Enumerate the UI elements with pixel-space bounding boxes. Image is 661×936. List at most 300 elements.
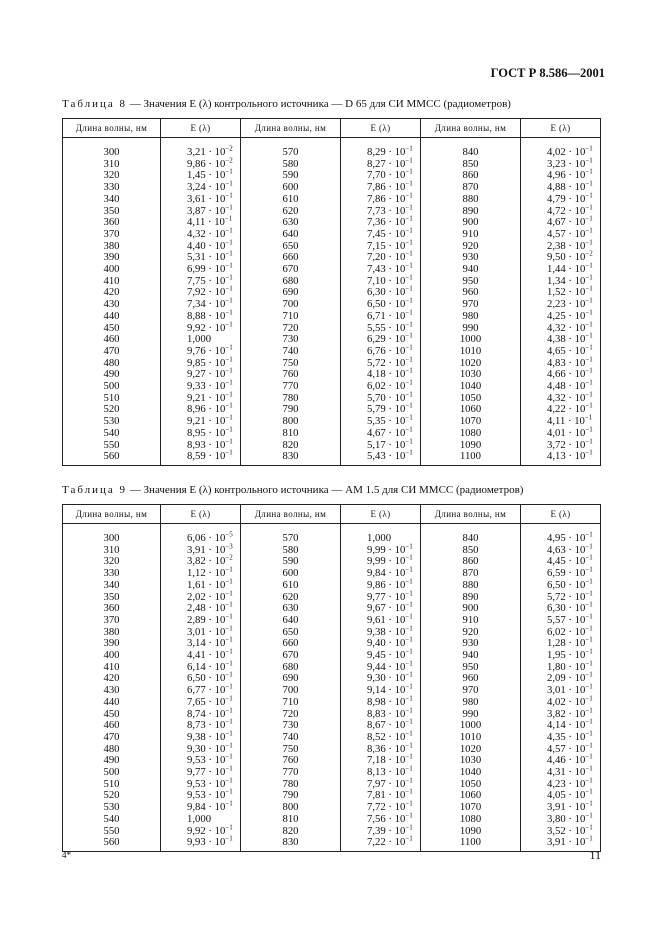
value-cell: $8,29 \cdot 10^{-1}$	[341, 138, 421, 159]
value-cell: $5,55 \cdot 10^{-1}$	[341, 323, 421, 335]
value-cell: $4,67 \cdot 10^{-1}$	[521, 217, 601, 229]
value-cell: $4,11 \cdot 10^{-1}$	[521, 416, 601, 428]
value-cell: $7,73 \cdot 10^{-1}$	[341, 206, 421, 218]
column-header: Длина волны, нм	[241, 119, 341, 138]
table-row	[63, 814, 601, 826]
wavelength-cell: 480	[63, 744, 161, 756]
wavelength-cell: 400	[63, 264, 161, 276]
table-row	[63, 393, 601, 405]
wavelength-cell: 330	[63, 568, 161, 580]
value-cell: $4,63 \cdot 10^{-1}$	[521, 545, 601, 557]
value-cell: $8,52 \cdot 10^{-1}$	[341, 732, 421, 744]
wavelength-cell: 940	[421, 650, 521, 662]
table8-header-row	[63, 119, 601, 138]
wavelength-cell: 670	[241, 264, 341, 276]
wavelength-cell: 390	[63, 638, 161, 650]
value-cell: $4,38 \cdot 10^{-1}$	[521, 334, 601, 346]
value-cell: $1,12 \cdot 10^{-1}$	[161, 568, 241, 580]
wavelength-cell: 600	[241, 182, 341, 194]
value-cell: $4,67 \cdot 10^{-1}$	[341, 428, 421, 440]
value-cell: $4,32 \cdot 10^{-1}$	[521, 323, 601, 335]
value-cell: $2,38 \cdot 10^{-1}$	[521, 241, 601, 253]
value-cell: $9,40 \cdot 10^{-1}$	[341, 638, 421, 650]
value-cell: $6,50 \cdot 10^{-1}$	[161, 673, 241, 685]
value-cell: $4,88 \cdot 10^{-1}$	[521, 182, 601, 194]
table-row	[63, 545, 601, 557]
wavelength-cell: 440	[63, 697, 161, 709]
wavelength-cell: 630	[241, 217, 341, 229]
value-cell: $7,56 \cdot 10^{-1}$	[341, 814, 421, 826]
wavelength-cell: 540	[63, 428, 161, 440]
wavelength-cell: 1080	[421, 428, 521, 440]
value-cell: $9,67 \cdot 10^{-1}$	[341, 603, 421, 615]
wavelength-cell: 740	[241, 732, 341, 744]
value-cell: $3,21 \cdot 10^{-2}$	[161, 138, 241, 159]
value-cell: $4,11 \cdot 10^{-1}$	[161, 217, 241, 229]
wavelength-cell: 870	[421, 568, 521, 580]
wavelength-cell: 650	[241, 627, 341, 639]
table-row	[63, 264, 601, 276]
value-cell: $4,48 \cdot 10^{-1}$	[521, 381, 601, 393]
table8-title: — Значения E (λ) контрольного источника — D 65 для СИ ММСС (радиометров)	[129, 98, 511, 110]
value-cell: $8,67 \cdot 10^{-1}$	[341, 720, 421, 732]
wavelength-cell: 880	[421, 580, 521, 592]
wavelength-cell: 1090	[421, 826, 521, 838]
wavelength-cell: 420	[63, 673, 161, 685]
wavelength-cell: 370	[63, 229, 161, 241]
wavelength-cell: 850	[421, 159, 521, 171]
value-cell: $8,59 \cdot 10^{-1}$	[161, 451, 241, 465]
wavelength-cell: 740	[241, 346, 341, 358]
value-cell: 1,000	[161, 814, 241, 826]
wavelength-cell: 430	[63, 299, 161, 311]
value-cell: $6,77 \cdot 10^{-1}$	[161, 685, 241, 697]
table9-label: Таблица 9	[62, 484, 128, 496]
value-cell: $9,50 \cdot 10^{-2}$	[521, 252, 601, 264]
value-cell: $9,99 \cdot 10^{-1}$	[341, 556, 421, 568]
table-row	[63, 287, 601, 299]
wavelength-cell: 820	[241, 440, 341, 452]
value-cell: $3,80 \cdot 10^{-1}$	[521, 814, 601, 826]
wavelength-cell: 1060	[421, 790, 521, 802]
value-cell: $5,72 \cdot 10^{-1}$	[521, 592, 601, 604]
wavelength-cell: 860	[421, 556, 521, 568]
wavelength-cell: 1070	[421, 416, 521, 428]
value-cell: $9,53 \cdot 10^{-1}$	[161, 779, 241, 791]
table-row	[63, 697, 601, 709]
value-cell: $3,82 \cdot 10^{-2}$	[161, 556, 241, 568]
wavelength-cell: 1000	[421, 720, 521, 732]
wavelength-cell: 430	[63, 685, 161, 697]
table-row	[63, 369, 601, 381]
wavelength-cell: 770	[241, 381, 341, 393]
wavelength-cell: 830	[241, 451, 341, 465]
table-row	[63, 323, 601, 335]
wavelength-cell: 960	[421, 287, 521, 299]
wavelength-cell: 930	[421, 638, 521, 650]
value-cell: $9,33 \cdot 10^{-1}$	[161, 381, 241, 393]
table-row	[63, 720, 601, 732]
wavelength-cell: 1010	[421, 732, 521, 744]
value-cell: $4,01 \cdot 10^{-1}$	[521, 428, 601, 440]
table9-header-row	[63, 505, 601, 524]
wavelength-cell: 1050	[421, 393, 521, 405]
value-cell: $3,91 \cdot 10^{-1}$	[521, 837, 601, 851]
value-cell: $7,22 \cdot 10^{-1}$	[341, 837, 421, 851]
value-cell: $3,01 \cdot 10^{-1}$	[521, 685, 601, 697]
value-cell: $4,72 \cdot 10^{-1}$	[521, 206, 601, 218]
value-cell: $1,44 \cdot 10^{-1}$	[521, 264, 601, 276]
value-cell: $3,91 \cdot 10^{-3}$	[161, 545, 241, 557]
wavelength-cell: 540	[63, 814, 161, 826]
table8	[62, 118, 601, 466]
wavelength-cell: 1040	[421, 381, 521, 393]
wavelength-cell: 930	[421, 252, 521, 264]
value-cell: $2,09 \cdot 10^{-1}$	[521, 673, 601, 685]
value-cell: $4,22 \cdot 10^{-1}$	[521, 404, 601, 416]
footer-mark: 4*	[62, 850, 71, 860]
value-cell: $7,72 \cdot 10^{-1}$	[341, 802, 421, 814]
table8-caption	[62, 98, 511, 110]
value-cell: $8,96 \cdot 10^{-1}$	[161, 404, 241, 416]
table-row	[63, 755, 601, 767]
table-row	[63, 404, 601, 416]
wavelength-cell: 610	[241, 580, 341, 592]
wavelength-cell: 460	[63, 334, 161, 346]
wavelength-cell: 760	[241, 755, 341, 767]
wavelength-cell: 680	[241, 276, 341, 288]
value-cell: $6,06 \cdot 10^{-5}$	[161, 524, 241, 545]
wavelength-cell: 380	[63, 627, 161, 639]
value-cell: $9,76 \cdot 10^{-1}$	[161, 346, 241, 358]
table-row	[63, 334, 601, 346]
column-header: E (λ)	[161, 119, 241, 138]
table-row	[63, 194, 601, 206]
table-row	[63, 346, 601, 358]
wavelength-cell: 510	[63, 393, 161, 405]
wavelength-cell: 500	[63, 381, 161, 393]
wavelength-cell: 720	[241, 709, 341, 721]
wavelength-cell: 780	[241, 779, 341, 791]
wavelength-cell: 700	[241, 299, 341, 311]
value-cell: $4,96 \cdot 10^{-1}$	[521, 170, 601, 182]
value-cell: $7,86 \cdot 10^{-1}$	[341, 182, 421, 194]
table-row	[63, 837, 601, 851]
wavelength-cell: 840	[421, 524, 521, 545]
table-row	[63, 252, 601, 264]
value-cell: $6,76 \cdot 10^{-1}$	[341, 346, 421, 358]
value-cell: $9,99 \cdot 10^{-1}$	[341, 545, 421, 557]
wavelength-cell: 660	[241, 638, 341, 650]
wavelength-cell: 890	[421, 206, 521, 218]
wavelength-cell: 890	[421, 592, 521, 604]
table-row	[63, 662, 601, 674]
value-cell: $5,70 \cdot 10^{-1}$	[341, 393, 421, 405]
table-row	[63, 744, 601, 756]
value-cell: $3,14 \cdot 10^{-1}$	[161, 638, 241, 650]
value-cell: $4,57 \cdot 10^{-1}$	[521, 229, 601, 241]
table-row	[63, 217, 601, 229]
wavelength-cell: 400	[63, 650, 161, 662]
wavelength-cell: 420	[63, 287, 161, 299]
value-cell: $1,34 \cdot 10^{-1}$	[521, 276, 601, 288]
value-cell: $4,35 \cdot 10^{-1}$	[521, 732, 601, 744]
wavelength-cell: 570	[241, 138, 341, 159]
value-cell: $2,48 \cdot 10^{-1}$	[161, 603, 241, 615]
column-header: Длина волны, нм	[241, 505, 341, 524]
wavelength-cell: 1000	[421, 334, 521, 346]
value-cell: $7,34 \cdot 10^{-1}$	[161, 299, 241, 311]
column-header: Длина волны, нм	[421, 505, 521, 524]
wavelength-cell: 350	[63, 592, 161, 604]
wavelength-cell: 1090	[421, 440, 521, 452]
wavelength-cell: 350	[63, 206, 161, 218]
value-cell: 1,000	[341, 524, 421, 545]
column-header: Длина волны, нм	[63, 119, 161, 138]
value-cell: $9,84 \cdot 10^{-1}$	[161, 802, 241, 814]
wavelength-cell: 460	[63, 720, 161, 732]
table-row	[63, 638, 601, 650]
value-cell: $2,02 \cdot 10^{-1}$	[161, 592, 241, 604]
page-number: 11	[589, 848, 601, 862]
value-cell: $7,81 \cdot 10^{-1}$	[341, 790, 421, 802]
table-row	[63, 802, 601, 814]
table-row	[63, 709, 601, 721]
value-cell: $4,79 \cdot 10^{-1}$	[521, 194, 601, 206]
value-cell: $8,88 \cdot 10^{-1}$	[161, 311, 241, 323]
table-row	[63, 524, 601, 545]
value-cell: $9,86 \cdot 10^{-1}$	[341, 580, 421, 592]
wavelength-cell: 970	[421, 685, 521, 697]
wavelength-cell: 850	[421, 545, 521, 557]
value-cell: $9,21 \cdot 10^{-1}$	[161, 416, 241, 428]
wavelength-cell: 640	[241, 229, 341, 241]
wavelength-cell: 630	[241, 603, 341, 615]
value-cell: $5,17 \cdot 10^{-1}$	[341, 440, 421, 452]
table9	[62, 504, 601, 852]
wavelength-cell: 1100	[421, 451, 521, 465]
value-cell: $6,50 \cdot 10^{-1}$	[521, 580, 601, 592]
table-row	[63, 138, 601, 159]
wavelength-cell: 670	[241, 650, 341, 662]
value-cell: $3,91 \cdot 10^{-1}$	[521, 802, 601, 814]
value-cell: $1,95 \cdot 10^{-1}$	[521, 650, 601, 662]
value-cell: $3,87 \cdot 10^{-1}$	[161, 206, 241, 218]
value-cell: $6,71 \cdot 10^{-1}$	[341, 311, 421, 323]
wavelength-cell: 780	[241, 393, 341, 405]
table-row	[63, 358, 601, 370]
table-row	[63, 229, 601, 241]
wavelength-cell: 650	[241, 241, 341, 253]
table9-caption	[62, 484, 523, 496]
value-cell: $1,80 \cdot 10^{-1}$	[521, 662, 601, 674]
value-cell: $9,77 \cdot 10^{-1}$	[341, 592, 421, 604]
value-cell: $9,14 \cdot 10^{-1}$	[341, 685, 421, 697]
wavelength-cell: 830	[241, 837, 341, 851]
wavelength-cell: 550	[63, 826, 161, 838]
table-row	[63, 826, 601, 838]
wavelength-cell: 480	[63, 358, 161, 370]
column-header: E (λ)	[161, 505, 241, 524]
wavelength-cell: 680	[241, 662, 341, 674]
wavelength-cell: 820	[241, 826, 341, 838]
wavelength-cell: 490	[63, 755, 161, 767]
wavelength-cell: 790	[241, 790, 341, 802]
value-cell: $4,40 \cdot 10^{-1}$	[161, 241, 241, 253]
wavelength-cell: 920	[421, 241, 521, 253]
value-cell: $4,31 \cdot 10^{-1}$	[521, 767, 601, 779]
value-cell: $9,38 \cdot 10^{-1}$	[161, 732, 241, 744]
wavelength-cell: 810	[241, 814, 341, 826]
wavelength-cell: 360	[63, 217, 161, 229]
table-row	[63, 451, 601, 465]
wavelength-cell: 750	[241, 358, 341, 370]
wavelength-cell: 790	[241, 404, 341, 416]
wavelength-cell: 720	[241, 323, 341, 335]
wavelength-cell: 590	[241, 170, 341, 182]
value-cell: $9,21 \cdot 10^{-1}$	[161, 393, 241, 405]
table-row	[63, 603, 601, 615]
wavelength-cell: 580	[241, 159, 341, 171]
value-cell: $4,32 \cdot 10^{-1}$	[521, 393, 601, 405]
wavelength-cell: 860	[421, 170, 521, 182]
wavelength-cell: 730	[241, 720, 341, 732]
wavelength-cell: 1050	[421, 779, 521, 791]
table8-label: Таблица 8	[62, 98, 128, 110]
wavelength-cell: 710	[241, 697, 341, 709]
wavelength-cell: 990	[421, 709, 521, 721]
wavelength-cell: 470	[63, 732, 161, 744]
column-header: Длина волны, нм	[421, 119, 521, 138]
value-cell: $8,27 \cdot 10^{-1}$	[341, 159, 421, 171]
table-row	[63, 416, 601, 428]
value-cell: $9,44 \cdot 10^{-1}$	[341, 662, 421, 674]
wavelength-cell: 410	[63, 662, 161, 674]
table-row	[63, 440, 601, 452]
wavelength-cell: 1060	[421, 404, 521, 416]
value-cell: $4,83 \cdot 10^{-1}$	[521, 358, 601, 370]
table-row	[63, 381, 601, 393]
value-cell: $7,86 \cdot 10^{-1}$	[341, 194, 421, 206]
value-cell: $2,89 \cdot 10^{-1}$	[161, 615, 241, 627]
value-cell: $9,38 \cdot 10^{-1}$	[341, 627, 421, 639]
value-cell: $6,50 \cdot 10^{-1}$	[341, 299, 421, 311]
wavelength-cell: 1070	[421, 802, 521, 814]
wavelength-cell: 880	[421, 194, 521, 206]
value-cell: $5,72 \cdot 10^{-1}$	[341, 358, 421, 370]
wavelength-cell: 910	[421, 615, 521, 627]
value-cell: $7,20 \cdot 10^{-1}$	[341, 252, 421, 264]
wavelength-cell: 560	[63, 837, 161, 851]
value-cell: $2,23 \cdot 10^{-1}$	[521, 299, 601, 311]
value-cell: $4,65 \cdot 10^{-1}$	[521, 346, 601, 358]
wavelength-cell: 900	[421, 603, 521, 615]
wavelength-cell: 970	[421, 299, 521, 311]
table-row	[63, 170, 601, 182]
wavelength-cell: 380	[63, 241, 161, 253]
wavelength-cell: 710	[241, 311, 341, 323]
table-row	[63, 556, 601, 568]
wavelength-cell: 730	[241, 334, 341, 346]
wavelength-cell: 1010	[421, 346, 521, 358]
table-row	[63, 182, 601, 194]
value-cell: $6,02 \cdot 10^{-1}$	[341, 381, 421, 393]
value-cell: $9,85 \cdot 10^{-1}$	[161, 358, 241, 370]
value-cell: $3,52 \cdot 10^{-1}$	[521, 826, 601, 838]
value-cell: $1,45 \cdot 10^{-1}$	[161, 170, 241, 182]
wavelength-cell: 1100	[421, 837, 521, 851]
wavelength-cell: 910	[421, 229, 521, 241]
table-row	[63, 568, 601, 580]
value-cell: $5,79 \cdot 10^{-1}$	[341, 404, 421, 416]
value-cell: $7,10 \cdot 10^{-1}$	[341, 276, 421, 288]
table-row	[63, 428, 601, 440]
value-cell: $5,31 \cdot 10^{-1}$	[161, 252, 241, 264]
table-row	[63, 276, 601, 288]
column-header: Длина волны, нм	[63, 505, 161, 524]
value-cell: $9,30 \cdot 10^{-1}$	[341, 673, 421, 685]
value-cell: $9,27 \cdot 10^{-1}$	[161, 369, 241, 381]
wavelength-cell: 330	[63, 182, 161, 194]
value-cell: $9,93 \cdot 10^{-1}$	[161, 837, 241, 851]
value-cell: $7,97 \cdot 10^{-1}$	[341, 779, 421, 791]
wavelength-cell: 570	[241, 524, 341, 545]
wavelength-cell: 640	[241, 615, 341, 627]
wavelength-cell: 590	[241, 556, 341, 568]
wavelength-cell: 690	[241, 673, 341, 685]
table-row	[63, 159, 601, 171]
wavelength-cell: 360	[63, 603, 161, 615]
wavelength-cell: 810	[241, 428, 341, 440]
wavelength-cell: 700	[241, 685, 341, 697]
value-cell: 1,000	[161, 334, 241, 346]
wavelength-cell: 1080	[421, 814, 521, 826]
wavelength-cell: 1040	[421, 767, 521, 779]
value-cell: $9,53 \cdot 10^{-1}$	[161, 790, 241, 802]
wavelength-cell: 800	[241, 802, 341, 814]
value-cell: $6,02 \cdot 10^{-1}$	[521, 627, 601, 639]
value-cell: $5,57 \cdot 10^{-1}$	[521, 615, 601, 627]
table-row	[63, 615, 601, 627]
value-cell: $3,23 \cdot 10^{-1}$	[521, 159, 601, 171]
value-cell: $4,05 \cdot 10^{-1}$	[521, 790, 601, 802]
wavelength-cell: 940	[421, 264, 521, 276]
table-row	[63, 732, 601, 744]
wavelength-cell: 900	[421, 217, 521, 229]
wavelength-cell: 950	[421, 276, 521, 288]
value-cell: $9,86 \cdot 10^{-2}$	[161, 159, 241, 171]
value-cell: $1,52 \cdot 10^{-1}$	[521, 287, 601, 299]
value-cell: $7,70 \cdot 10^{-1}$	[341, 170, 421, 182]
value-cell: $7,18 \cdot 10^{-1}$	[341, 755, 421, 767]
value-cell: $4,02 \cdot 10^{-1}$	[521, 697, 601, 709]
wavelength-cell: 800	[241, 416, 341, 428]
value-cell: $4,95 \cdot 10^{-1}$	[521, 524, 601, 545]
wavelength-cell: 530	[63, 416, 161, 428]
wavelength-cell: 410	[63, 276, 161, 288]
value-cell: $1,28 \cdot 10^{-1}$	[521, 638, 601, 650]
value-cell: $4,46 \cdot 10^{-1}$	[521, 755, 601, 767]
wavelength-cell: 1030	[421, 755, 521, 767]
table-row	[63, 627, 601, 639]
value-cell: $8,98 \cdot 10^{-1}$	[341, 697, 421, 709]
value-cell: $3,61 \cdot 10^{-1}$	[161, 194, 241, 206]
value-cell: $9,53 \cdot 10^{-1}$	[161, 755, 241, 767]
value-cell: $9,84 \cdot 10^{-1}$	[341, 568, 421, 580]
value-cell: $7,15 \cdot 10^{-1}$	[341, 241, 421, 253]
wavelength-cell: 510	[63, 779, 161, 791]
value-cell: $6,30 \cdot 10^{-1}$	[341, 287, 421, 299]
